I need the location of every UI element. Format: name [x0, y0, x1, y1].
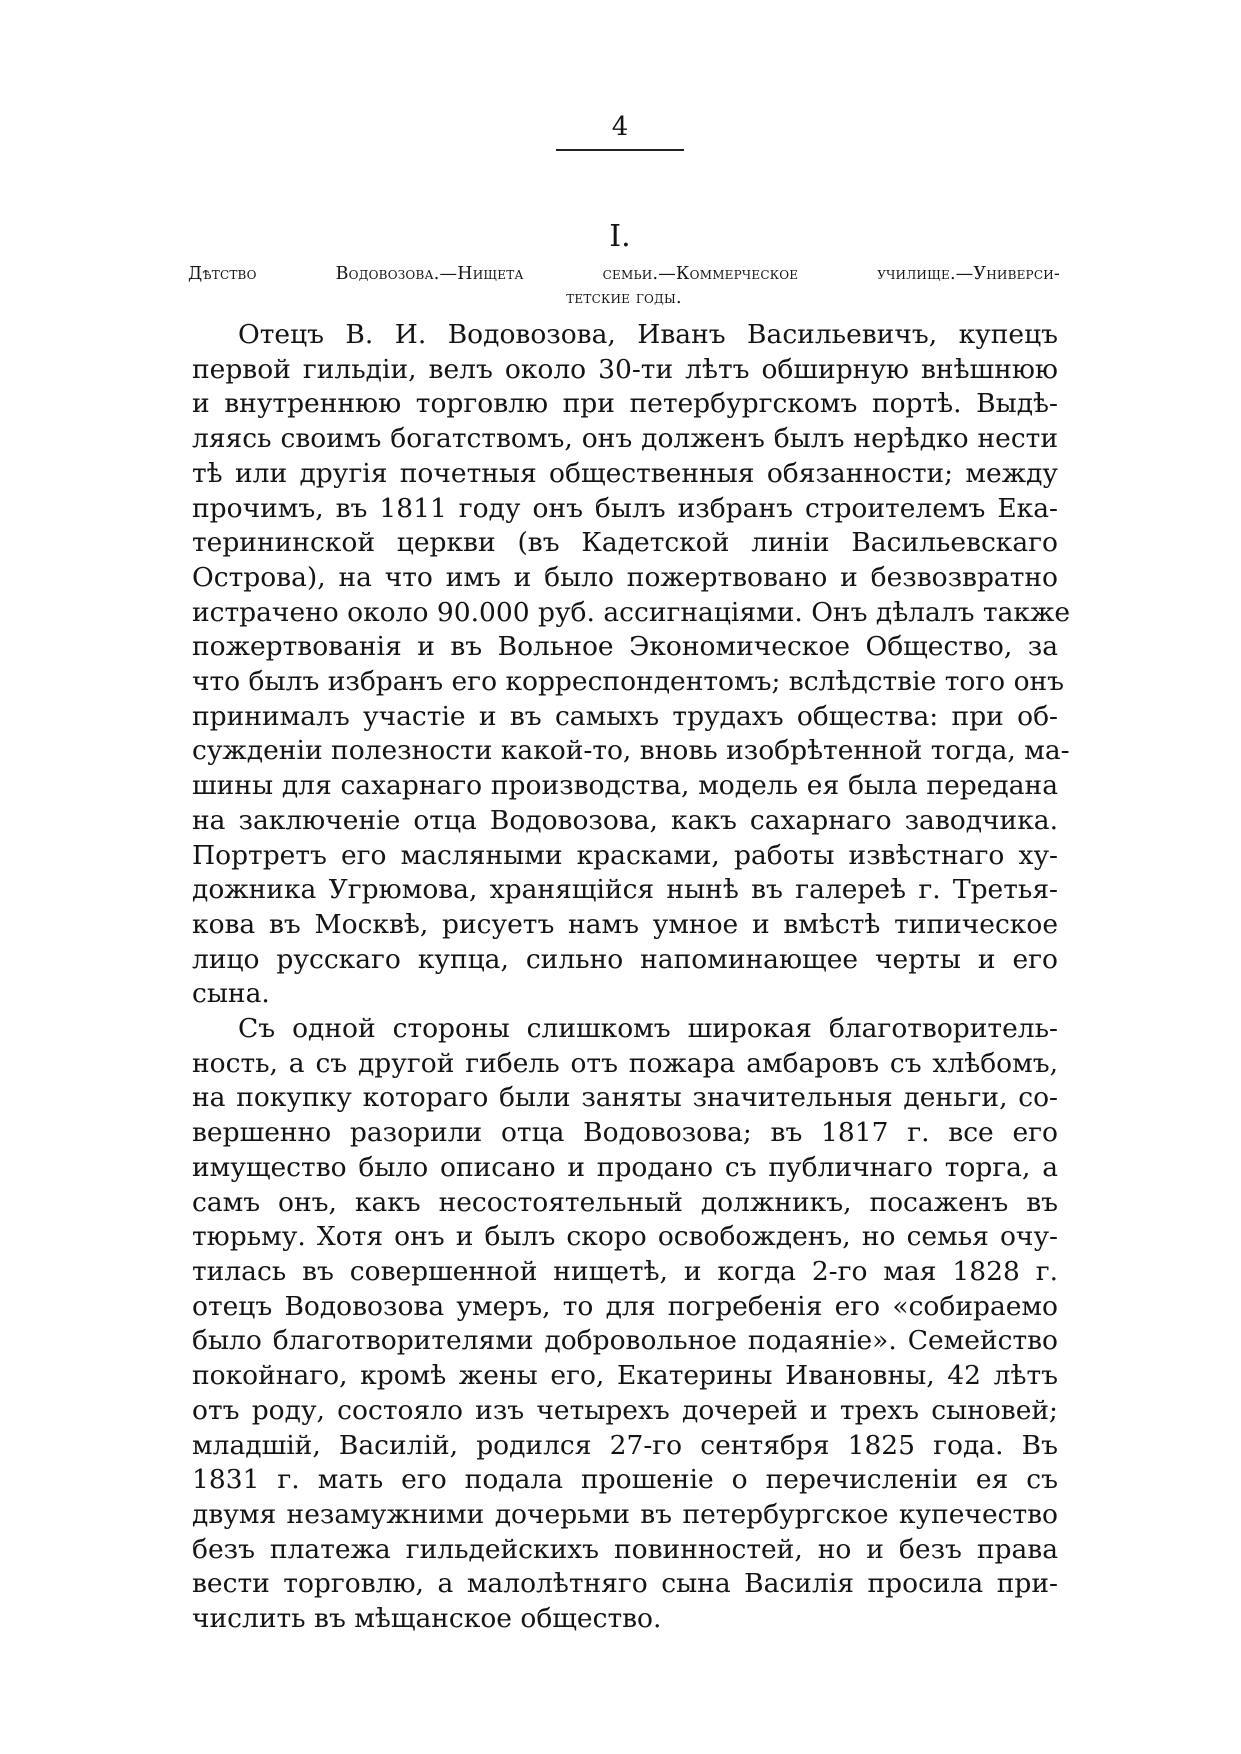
page-number-rule	[556, 149, 684, 151]
text-line: сына.	[192, 978, 270, 1010]
text-line: терининской церкви (въ Кадетской линіи Васильевскаго	[192, 527, 1058, 559]
text-line: тюрьму. Хотя онъ и былъ скоро освобожденъ, но семья очу-	[192, 1221, 1058, 1253]
text-line: было благотворителями добровольное подаяніе». Семейство	[192, 1325, 1058, 1357]
text-line: дожника Угрюмова, хранящійся нынѣ въ галереѣ г. Третья-	[192, 874, 1058, 906]
body-text	[192, 318, 1071, 1637]
text-line: Острова), на что имъ и было пожертвовано и безвозвратно	[192, 561, 1058, 593]
text-line: пожертвованія и въ Вольное Экономическое Общество, за	[192, 631, 1058, 663]
paragraph	[192, 318, 1071, 1012]
text-line: младшій, Василій, родился 27-го сентября 1825 года. Въ	[192, 1429, 1058, 1461]
text-line: сужденіи полезности какой-то, вновь изобрѣтенной тогда, ма-	[192, 735, 1070, 767]
text-line: принималъ участіе и въ самыхъ трудахъ общества: при об-	[192, 700, 1058, 732]
text-line: истрачено около 90.000 руб. ассигнаціями. Онъ дѣлалъ также	[192, 596, 1071, 628]
text-line: ность, а съ другой гибель отъ пожара амбаровъ съ хлѣбомъ,	[192, 1047, 1058, 1079]
text-line: 1831 г. мать его подала прошеніе о перечисленіи ея съ	[192, 1464, 1058, 1496]
text-line: кова въ Москвѣ, рисуетъ намъ умное и вмѣстѣ типическое	[192, 908, 1058, 940]
chapter-summary-line: Дѣтство Водовозова.—Нищета семьи.—Коммерческое училище.—Универси-	[188, 264, 1060, 284]
text-line: покойнаго, кромѣ жены его, Екатерины Ивановны, 42 лѣтъ	[192, 1360, 1058, 1392]
chapter-summary-line: тетские годы.	[566, 288, 682, 308]
text-line: и внутреннюю торговлю при петербургскомъ портѣ. Выдѣ-	[192, 388, 1058, 420]
text-line: Отецъ В. И. Водовозова, Иванъ Васильевичъ, купецъ	[238, 319, 1058, 350]
text-line: лицо русскаго купца, сильно напоминающее черты и его	[192, 943, 1058, 975]
text-line: безъ платежа гильдейскихъ повинностей, но и безъ права	[192, 1533, 1058, 1565]
text-line: первой гильдіи, велъ около 30-ти лѣтъ обширную внѣшнюю	[192, 353, 1058, 385]
text-line: на покупку котораго были заняты значительныя деньги, со-	[192, 1082, 1058, 1114]
text-line: на заключеніе отца Водовозова, какъ сахарнаго заводчика.	[192, 804, 1058, 836]
text-line: тилась въ совершенной нищетѣ, и когда 2-го мая 1828 г.	[192, 1255, 1058, 1287]
text-line: самъ онъ, какъ несостоятельный должникъ, посаженъ въ	[192, 1186, 1058, 1218]
text-line: отъ роду, состояло изъ четырехъ дочерей и трехъ сыновей;	[192, 1394, 1058, 1426]
text-line: прочимъ, въ 1811 году онъ былъ избранъ строителемъ Ека-	[192, 492, 1058, 524]
text-line: вести торговлю, а малолѣтняго сына Василія просила при-	[192, 1568, 1058, 1600]
text-line: ляясь своимъ богатствомъ, онъ долженъ былъ нерѣдко нести	[192, 423, 1058, 455]
page-number: 4	[611, 112, 629, 142]
text-line: двумя незамужними дочерьми въ петербургское купечество	[192, 1498, 1058, 1530]
text-line: вершенно разорили отца Водовозова; въ 1817 г. все его	[192, 1117, 1058, 1149]
text-line: что былъ избранъ его корреспондентомъ; вслѣдствіе того онъ	[192, 666, 1065, 698]
chapter-summary	[188, 262, 1060, 310]
text-line: числить въ мѣщанское общество.	[192, 1603, 662, 1635]
text-line: тѣ или другія почетныя общественныя обязанности; между	[192, 457, 1058, 489]
paragraph	[192, 1012, 1058, 1637]
text-line: имущество было описано и продано съ публичнаго торга, а	[192, 1151, 1058, 1183]
text-line: шины для сахарнаго производства, модель ея была передана	[192, 770, 1058, 802]
text-line: Портретъ его масляными красками, работы извѣстнаго ху-	[192, 839, 1058, 871]
text-line: Съ одной стороны слишкомъ широкая благотворитель-	[238, 1013, 1058, 1045]
text-line: отецъ Водовозова умеръ, то для погребенія его «собираемо	[192, 1290, 1058, 1322]
chapter-number: I.	[609, 219, 631, 254]
